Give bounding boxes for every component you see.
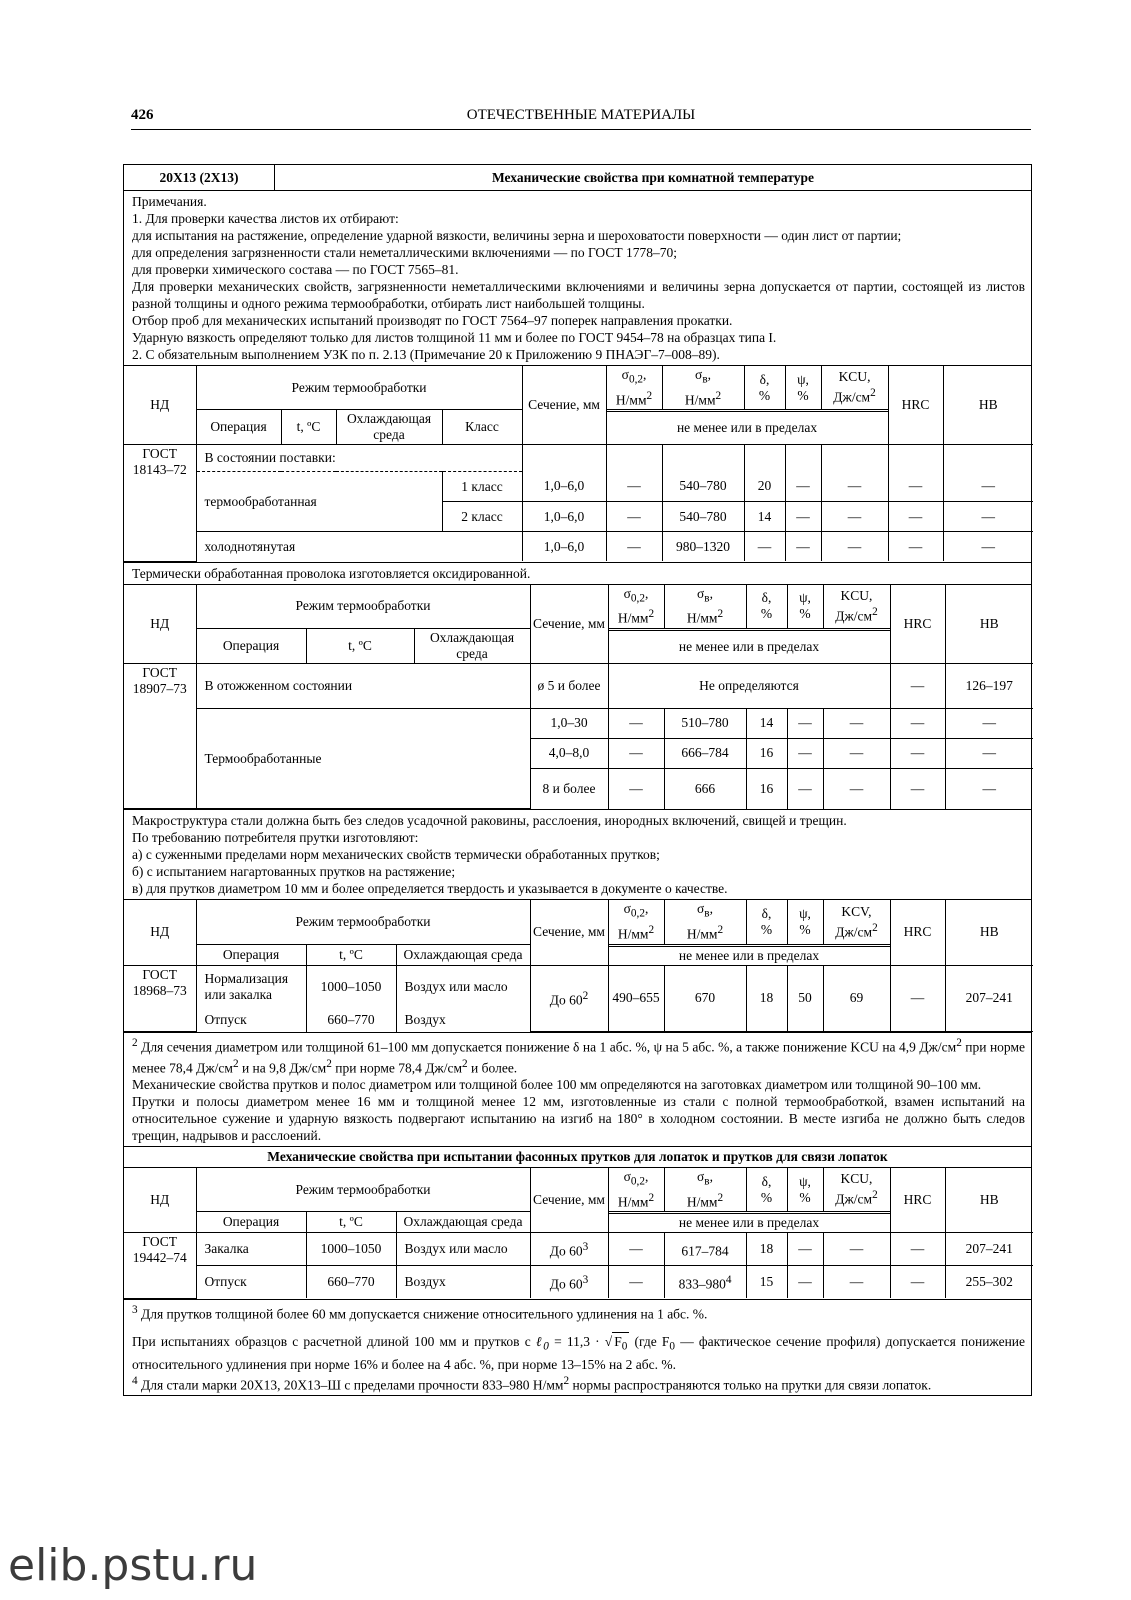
section-value: До $60^2$: [530, 965, 608, 1032]
col-section: Сечение, мм: [530, 900, 608, 965]
col-psi: ψ, %: [787, 1168, 823, 1212]
col-hb: HB: [945, 585, 1033, 664]
sigma02-value: —: [606, 472, 662, 502]
length-formula: ℓ$_0$ = 11,3 · √ $F_0$: [536, 1334, 629, 1349]
delta-value: 14: [744, 502, 785, 532]
watermark: elib.pstu.ru: [8, 1540, 258, 1591]
class-value: 1 класс: [442, 472, 522, 502]
running-title: ОТЕЧЕСТВЕННЫЕ МАТЕРИАЛЫ: [466, 107, 696, 123]
col-delta: δ, %: [744, 366, 785, 410]
sigma02-value: —: [608, 1233, 664, 1266]
kcv-value: 69: [823, 965, 890, 1032]
title-bar: [124, 165, 1031, 191]
col-nd: НД: [124, 1168, 196, 1233]
delta-value: 14: [746, 708, 787, 738]
hb-value: —: [943, 472, 1033, 502]
col-hb: HB: [943, 366, 1033, 445]
col-psi: ψ, %: [787, 585, 823, 629]
hb-value: 207–241: [945, 965, 1033, 1032]
sigma02-value: —: [608, 1266, 664, 1299]
section-value: До $60^3$: [530, 1266, 608, 1299]
hrc-value: —: [890, 965, 945, 1032]
section-value: До $60^3$: [530, 1233, 608, 1266]
sigmab-value: 670: [664, 965, 746, 1032]
kcu-value: —: [821, 532, 888, 562]
psi-value: 50: [787, 965, 823, 1032]
steel-grade: 20Х13 (2Х13): [124, 165, 275, 190]
psi-value: —: [785, 502, 821, 532]
hrc-value: —: [888, 502, 943, 532]
table-gost-18907: [124, 585, 1033, 810]
col-operation: Операция: [196, 1212, 306, 1233]
col-hrc: HRC: [890, 1168, 945, 1233]
section-title: Механические свойства при комнатной температуре: [491, 169, 815, 185]
col-section: Сечение, мм: [530, 1168, 608, 1233]
col-mode: Режим термообработки: [196, 366, 522, 410]
note-line: б) с испытанием нагартованных прутков на растяжение;: [132, 864, 456, 880]
section-value: 1,0–6,0: [522, 502, 606, 532]
note-line: 2. С обязательным выполнением УЗК по п. 2.13 (Примечание 20 к Приложению 9 ПНАЭГ–7–008–89).: [132, 347, 720, 362]
col-sigma02: $\sigma_{0,2}$, $Н/мм^2$: [606, 366, 662, 410]
col-sigmab: $\sigma_в$, $Н/мм^2$: [664, 1168, 746, 1212]
footnote-2: $^2$ Для сечения диаметром или толщиной 61–100 мм допускается понижение δ на 1 абс. %, ψ на 5 абс. %, а также понижение KCU на 4,9 $Дж/см^2$ при норме менее 78,4 $Дж/см^2$ и на 9,8 $Дж/см^2$ при норме 78,4 $Дж/см^2$ и более.: [132, 1037, 1026, 1076]
notes-block-4: [124, 1032, 1031, 1147]
col-temp: t, ºС: [306, 1212, 396, 1233]
col-section: Сечение, мм: [530, 585, 608, 664]
cooling-value: Воздух или масло: [396, 1233, 530, 1266]
class-value: 2 класс: [442, 502, 522, 532]
nd-cell: ГОСТ 19442–74: [124, 1233, 196, 1299]
col-min-note: не менее или в пределах: [608, 630, 890, 663]
col-kcv: KCV, $Дж/см^2$: [823, 900, 890, 944]
col-hrc: HRC: [890, 585, 945, 664]
hb-value: 207–241: [945, 1233, 1033, 1266]
sigmab-value: 666: [664, 768, 746, 809]
operation-value: Отпуск: [196, 1266, 306, 1299]
cooling-value: Воздух или масло: [396, 965, 530, 1008]
note-line: Отбор проб для механических испытаний производят по ГОСТ 7564–97 поперек направления прокатки.: [132, 313, 733, 328]
section-value: ø 5 и более: [530, 663, 608, 708]
delta-value: 16: [746, 738, 787, 768]
sigma02-value: —: [608, 708, 664, 738]
sigma02-value: —: [608, 738, 664, 768]
page-number: 426: [131, 107, 154, 123]
psi-value: —: [787, 738, 823, 768]
col-nd: НД: [124, 366, 196, 445]
footnote-4: $^4$ Для стали марки 20Х13, 20Х13–Ш с пределами прочности 833–980 $Н/мм^2$ нормы распространяются только на прутки для связи лопаток.: [132, 1374, 932, 1393]
col-sigmab: $\sigma_в$, $Н/мм^2$: [664, 900, 746, 944]
temp-value: 660–770: [306, 1266, 396, 1299]
col-cooling: Охлаждающая среда: [396, 944, 530, 965]
table-gost-18143: [124, 366, 1033, 562]
section-value: 8 и более: [530, 768, 608, 809]
kcu-value: —: [821, 472, 888, 502]
col-hb: HB: [945, 1168, 1033, 1233]
col-section: Сечение, мм: [522, 366, 606, 445]
hrc-value: —: [888, 532, 943, 562]
note-line: 1. Для проверки качества листов их отбирают:: [132, 211, 399, 226]
col-temp: t, ºС: [306, 628, 414, 663]
notes-block-3: [124, 809, 1031, 900]
operation-value: Нормализация или закалка: [196, 965, 306, 1008]
psi-value: —: [787, 1266, 823, 1299]
delta-value: 18: [746, 965, 787, 1032]
hb-value: —: [943, 532, 1033, 562]
col-mode: Режим термообработки: [196, 1168, 530, 1212]
sigmab-value: 980–1320: [662, 532, 744, 562]
col-kcu: KCU, $Дж/см^2$: [823, 585, 890, 629]
nd-cell: ГОСТ 18143–72: [124, 445, 196, 562]
temp-value: 1000–1050: [306, 965, 396, 1008]
col-psi: ψ, %: [785, 366, 821, 410]
sqrt-icon: √: [604, 1334, 613, 1350]
note-line: для определения загрязненности стали неметаллическими включениями — по ГОСТ 1778–70;: [132, 245, 677, 260]
section-value: 1,0–30: [530, 708, 608, 738]
col-sigma02: $\sigma_{0,2}$, $Н/мм^2$: [608, 900, 664, 944]
notes-block-5: [124, 1299, 1031, 1396]
col-sigmab: $\sigma_в$, $Н/мм^2$: [664, 585, 746, 629]
hrc-value: —: [890, 663, 945, 708]
section2-title: Механические свойства при испытании фасонных прутков для лопаток и прутков для связи лопаток: [124, 1147, 1031, 1168]
col-min-note: не менее или в пределах: [606, 412, 888, 445]
col-delta: δ, %: [746, 1168, 787, 1212]
sigmab-value: 540–780: [662, 472, 744, 502]
col-class: Класс: [442, 410, 522, 445]
psi-value: —: [787, 708, 823, 738]
col-hrc: HRC: [890, 900, 945, 965]
hb-value: —: [943, 502, 1033, 532]
col-operation: Операция: [196, 944, 306, 965]
col-operation: Операция: [196, 628, 306, 663]
note-line: Ударную вязкость определяют только для листов толщиной 11 мм и более по ГОСТ 9454–78 на образцах типа I.: [132, 330, 777, 345]
operation-value: Закалка: [196, 1233, 306, 1266]
delta-value: —: [744, 532, 785, 562]
delta-value: 20: [744, 472, 785, 502]
col-sigmab: $\sigma_в$, $Н/мм^2$: [662, 366, 744, 410]
note-line: Макроструктура стали должна быть без следов усадочной раковины, расслоения, инородных включений, свищей и трещин.: [132, 813, 847, 829]
note-line: для испытания на растяжение, определение ударной вязкости, величины зерна и шероховатости поверхности — один лист от партии;: [132, 228, 902, 243]
col-mode: Режим термообработки: [196, 585, 530, 629]
temp-value: 660–770: [306, 1008, 396, 1032]
operation-value: Отпуск: [196, 1008, 306, 1032]
notes-block-2: [124, 562, 1031, 585]
hrc-value: —: [890, 708, 945, 738]
kcu-value: —: [823, 738, 890, 768]
hb-value: 126–197: [945, 663, 1033, 708]
table-gost-19442: [124, 1168, 1033, 1299]
hb-value: —: [945, 738, 1033, 768]
not-determined: Не определяются: [608, 663, 890, 708]
section-value: 4,0–8,0: [530, 738, 608, 768]
col-cooling: Охлаждающая среда: [336, 410, 442, 445]
kcu-value: —: [821, 502, 888, 532]
psi-value: —: [785, 532, 821, 562]
col-nd: НД: [124, 900, 196, 965]
col-operation: Операция: [196, 410, 281, 445]
col-delta: δ, %: [746, 900, 787, 944]
note-formula-paragraph: При испытаниях образцов с расчетной длиной 100 мм и прутков с ℓ$_0$ = 11,3 · √ $F_0$ (где $F_0$ — фактическое сечение профиля) допускается понижение относительного удлинения при норме 16% и более на 4 абс. %, при норме 13–15% на 2 абс. %.: [132, 1334, 1026, 1372]
as-delivered: В состоянии поставки:: [196, 445, 522, 472]
note-line: для проверки химического состава — по ГОСТ 7565–81.: [132, 262, 459, 277]
sigmab-value: 510–780: [664, 708, 746, 738]
col-delta: δ, %: [746, 585, 787, 629]
temp-value: 1000–1050: [306, 1233, 396, 1266]
cooling-value: Воздух: [396, 1008, 530, 1032]
col-min-note: не менее или в пределах: [608, 946, 890, 965]
delta-value: 18: [746, 1233, 787, 1266]
col-mode: Режим термообработки: [196, 900, 530, 944]
note-line: Термически обработанная проволока изготовляется оксидированной.: [132, 565, 531, 581]
note-line: в) для прутков диаметром 10 мм и более определяется твердость и указывается в документе о качестве.: [132, 881, 728, 897]
footnote-3: $^3$ Для прутков толщиной более 60 мм допускается снижение относительного удлинения на 1 абс. %.: [132, 1303, 708, 1322]
sigma02-value: —: [606, 532, 662, 562]
cold-drawn-label: холоднотянутая: [196, 532, 522, 562]
note-line: Примечания.: [132, 194, 207, 209]
note-line: Для проверки механических свойств, загрязненности неметаллическими включениями и величины зерна допускается от партии, состоящей из листов разной толщины и одного режима термообработки, отбирать лист наибольшей толщины.: [132, 279, 1025, 311]
heat-treated-label: Термообработанные: [196, 708, 530, 809]
table-gost-18968: [124, 900, 1033, 1032]
col-kcu: KCU, $Дж/см^2$: [823, 1168, 890, 1212]
hrc-value: —: [890, 1266, 945, 1299]
sigmab-value: 666–784: [664, 738, 746, 768]
nd-cell: ГОСТ 18968–73: [124, 965, 196, 1032]
heat-treated-label: термообработанная: [196, 472, 442, 532]
col-kcu: KCU, $Дж/см^2$: [821, 366, 888, 410]
section-value: 1,0–6,0: [522, 472, 606, 502]
page-header: [131, 107, 1031, 130]
delta-value: 16: [746, 768, 787, 809]
hb-value: —: [945, 708, 1033, 738]
kcu-value: —: [823, 1233, 890, 1266]
col-sigma02: $\sigma_{0,2}$, $Н/мм^2$: [608, 585, 664, 629]
kcu-value: —: [823, 1266, 890, 1299]
col-temp: t, ºС: [306, 944, 396, 965]
nd-cell: ГОСТ 18907–73: [124, 663, 196, 809]
col-min-note: не менее или в пределах: [608, 1214, 890, 1233]
sigma02-value: —: [608, 768, 664, 809]
col-cooling: Охлаждающая среда: [396, 1212, 530, 1233]
sigma02-value: —: [606, 502, 662, 532]
col-temp: t, ºС: [281, 410, 336, 445]
properties-frame: [123, 164, 1032, 1396]
kcu-value: —: [823, 768, 890, 809]
cooling-value: Воздух: [396, 1266, 530, 1299]
notes-block-1: [124, 191, 1031, 366]
hb-value: —: [945, 768, 1033, 809]
note-line: По требованию потребителя прутки изготовляют:: [132, 830, 419, 846]
col-hrc: HRC: [888, 366, 943, 445]
sigmab-value: 540–780: [662, 502, 744, 532]
annealed-label: В отожженном состоянии: [196, 663, 530, 708]
note-line: Прутки и полосы диаметром менее 16 мм и толщиной менее 12 мм, изготовленные из стали с полной термообработкой, взамен испытаний на относительное сужение и ударную вязкость подвергают испытанию на изгиб на 180° в холодном состоянии. В месте изгиба не должно быть следов трещин, надрывов и расслоений.: [132, 1094, 1025, 1144]
col-cooling: Охлаждающая среда: [414, 628, 530, 663]
hrc-value: —: [888, 472, 943, 502]
sigmab-value: 617–784: [664, 1233, 746, 1266]
sigmab-value: $833-980^4$: [664, 1266, 746, 1299]
col-sigma02: $\sigma_{0,2}$, $Н/мм^2$: [608, 1168, 664, 1212]
section-value: 1,0–6,0: [522, 532, 606, 562]
sigma02-value: 490–655: [608, 965, 664, 1032]
col-psi: ψ, %: [787, 900, 823, 944]
hrc-value: —: [890, 768, 945, 809]
psi-value: —: [787, 768, 823, 809]
hrc-value: —: [890, 738, 945, 768]
note-line: а) с суженными пределами норм механических свойств термически обработанных прутков;: [132, 847, 660, 863]
note-line: Механические свойства прутков и полос диаметром или толщиной более 100 мм определяются на заготовках диаметром или толщиной 90–100 мм.: [132, 1077, 982, 1093]
psi-value: —: [785, 472, 821, 502]
delta-value: 15: [746, 1266, 787, 1299]
kcu-value: —: [823, 708, 890, 738]
hb-value: 255–302: [945, 1266, 1033, 1299]
hrc-value: —: [890, 1233, 945, 1266]
psi-value: —: [787, 1233, 823, 1266]
col-hb: HB: [945, 900, 1033, 965]
col-nd: НД: [124, 585, 196, 664]
